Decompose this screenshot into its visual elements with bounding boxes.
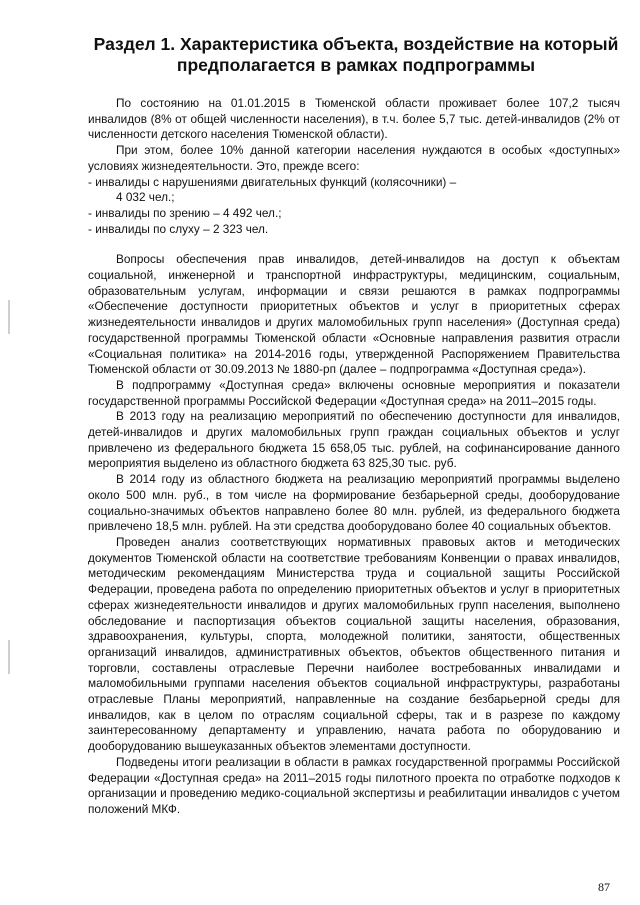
paragraph-2013: В 2013 году на реализацию мероприятий по обеспечению доступности для инвалидов, детей-инвалидов и других маломобильных групп граждан социальных объектов и услуг привлечено из федерального бюджета 15 658,05 тыс. рублей, на софинансирование данного мероприятия выделено из областного бюджета 63 825,30 тыс. руб. (88, 409, 620, 471)
paragraph-gap (88, 237, 620, 252)
paragraph-population: По состоянию на 01.01.2015 в Тюменской области проживает более 107,2 тысяч инвалидов (8% от общей численности населения), в т.ч. более 5,7 тыс. детей-инвалидов (2% от численности детского населения Тюменской области). (88, 96, 620, 142)
scan-edge-mark (8, 300, 10, 334)
list-item-vision: - инвалиды по зрению – 4 492 чел.; (88, 205, 282, 220)
document-body (88, 96, 620, 818)
paragraph-rights: Вопросы обеспечения прав инвалидов, детей-инвалидов на доступ к объектам социальной, инженерной и транспортной инфраструктуры, медицинским, социальным, образовательным услугам, информации и связи решаются в рамках подпрограммы «Обеспечение доступности приоритетных объектов и услуг в приоритетных сферах жизнедеятельности инвалидов и других маломобильных групп населения» (Доступная среда) государственной программы Тюменской области «Основные направления развития отрасли «Социальная политика» на 2014-2016 годы, утвержденной Распоряжением Правительства Тюменской области от 30.09.2013 № 1880-рп (далее – подпрограмма «Доступная среда»). (88, 252, 620, 377)
paragraph-results: Подведены итоги реализации в области в рамках государственной программы Российской Федерации «Доступная среда» на 2011–2015 годы пилотного проекта по отработке подходов к организации и проведению медико-социальной экспертизы и реабилитации инвалидов с учетом положений МКФ. (88, 754, 620, 816)
paragraph-analysis: Проведен анализ соответствующих нормативных правовых актов и методических документов Тюменской области на соответствие требованиям Конвенции о правах инвалидов, методическим рекомендациям Министерства труда и социальной защиты Российской Федерации, проведена работа по определению приоритетных объектов и услуг в приоритетных сферах жизнедеятельности инвалидов и других маломобильных групп населения, выполнено обследование и паспортизация объектов социальной защиты населения, образования, здравоохранения, культуры, спорта, молодежной политики, занятости, общественных организаций инвалидов, административных объектов, объектов общественного питания и торговли, составлены отраслевые Перечни наиболее востребованных инвалидами и маломобильными группами населения объектов социальной инфраструктуры, разработаны отраслевые Планы мероприятий, направленные на создание безбарьерной среды для инвалидов, как в целом по отраслям социальной сферы, так и в разрезе по каждому заинтересованному департаменту и управлению, начата работа по оборудованию и дооборудованию вышеуказанных объектов элементами доступности. (88, 534, 620, 754)
section-heading-line-2: предполагается в рамках подпрограммы (176, 55, 536, 75)
scan-edge-mark (8, 640, 10, 674)
section-heading-line-1: Раздел 1. Характеристика объекта, воздействие на который (93, 34, 619, 54)
page-number: 87 (598, 880, 610, 894)
section-heading (86, 34, 626, 76)
list-item-hearing: - инвалиды по слуху – 2 323 чел. (88, 221, 269, 236)
paragraph-2014: В 2014 году из областного бюджета на реализацию мероприятий программы выделено около 500 млн. руб., в том числе на формирование безбарьерной среды, дооборудование социально-значимых объектов направлено более 80 млн. рублей, из федерального бюджета привлечено 18,5 млн. рублей. На эти средства дооборудовано более 40 социальных объектов. (88, 472, 620, 534)
list-item-mobility: - инвалиды с нарушениями двигательных функций (колясочники) – (88, 174, 457, 189)
paragraph-subprogram: В подпрограмму «Доступная среда» включены основные мероприятия и показатели государственной программы Российской Федерации «Доступная среда» на 2011–2015 годы. (88, 377, 620, 408)
paragraph-needs: При этом, более 10% данной категории населения нуждаются в особых «доступных» условиях жизнедеятельности. Это, прежде всего: (88, 143, 620, 173)
list-item-mobility-count: 4 032 чел.; (116, 190, 175, 205)
